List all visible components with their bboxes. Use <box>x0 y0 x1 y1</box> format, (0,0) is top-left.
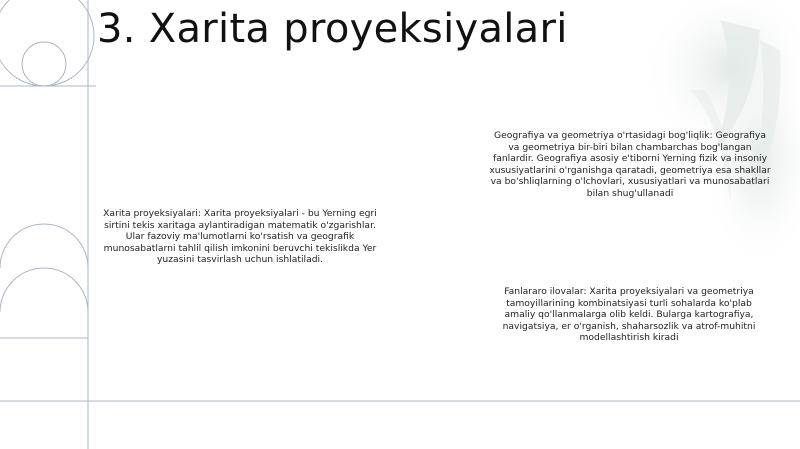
interdisciplinary-text: Fanlararo ilovalar: Xarita proyeksiyalari va geometriya tamoyillarining kombinatsiyasi turli sohalarda ko'plab amaliy qo'llanmalarga olib keldi. Bularga kartografiya, navigatsiya, er o'rganish, shaharsozlik va atrof-muhitni modellashtirish kiradi <box>502 286 756 344</box>
slide-title: 3. Xarita proyeksiyalari <box>97 6 568 52</box>
large-circle <box>0 0 94 86</box>
small-circle <box>22 42 66 86</box>
arch-lower <box>0 268 88 312</box>
geography-geometry-text: Geografiya va geometriya o'rtasidagi bog'liqlik: Geografiya va geometriya bir-biri bilan chambarchas bog'langan fanlardir. Geografiya asosiy e'tiborni Yerning fizik va insoniy xususiyatlarini o'rganishga qaratadi, geometriya esa shakllar va bo'shliqlarning o'lchovlari, xususiyatlari va munosabatlari bilan shug'ullanadi <box>489 130 771 199</box>
map-projections-text: Xarita proyeksiyalari: Xarita proyeksiyalari - bu Yerning egri sirtini tekis xaritaga aylantiradigan matematik o'zgarishlar. Ular fazoviy ma'lumotlarni ko'rsatish va geografik munosabatlarni tahlil qilish imkonini beruvchi tekislikda Yer yuzasini tasvirlash uchun ishlatiladi. <box>103 208 377 266</box>
arch-upper <box>0 224 88 268</box>
